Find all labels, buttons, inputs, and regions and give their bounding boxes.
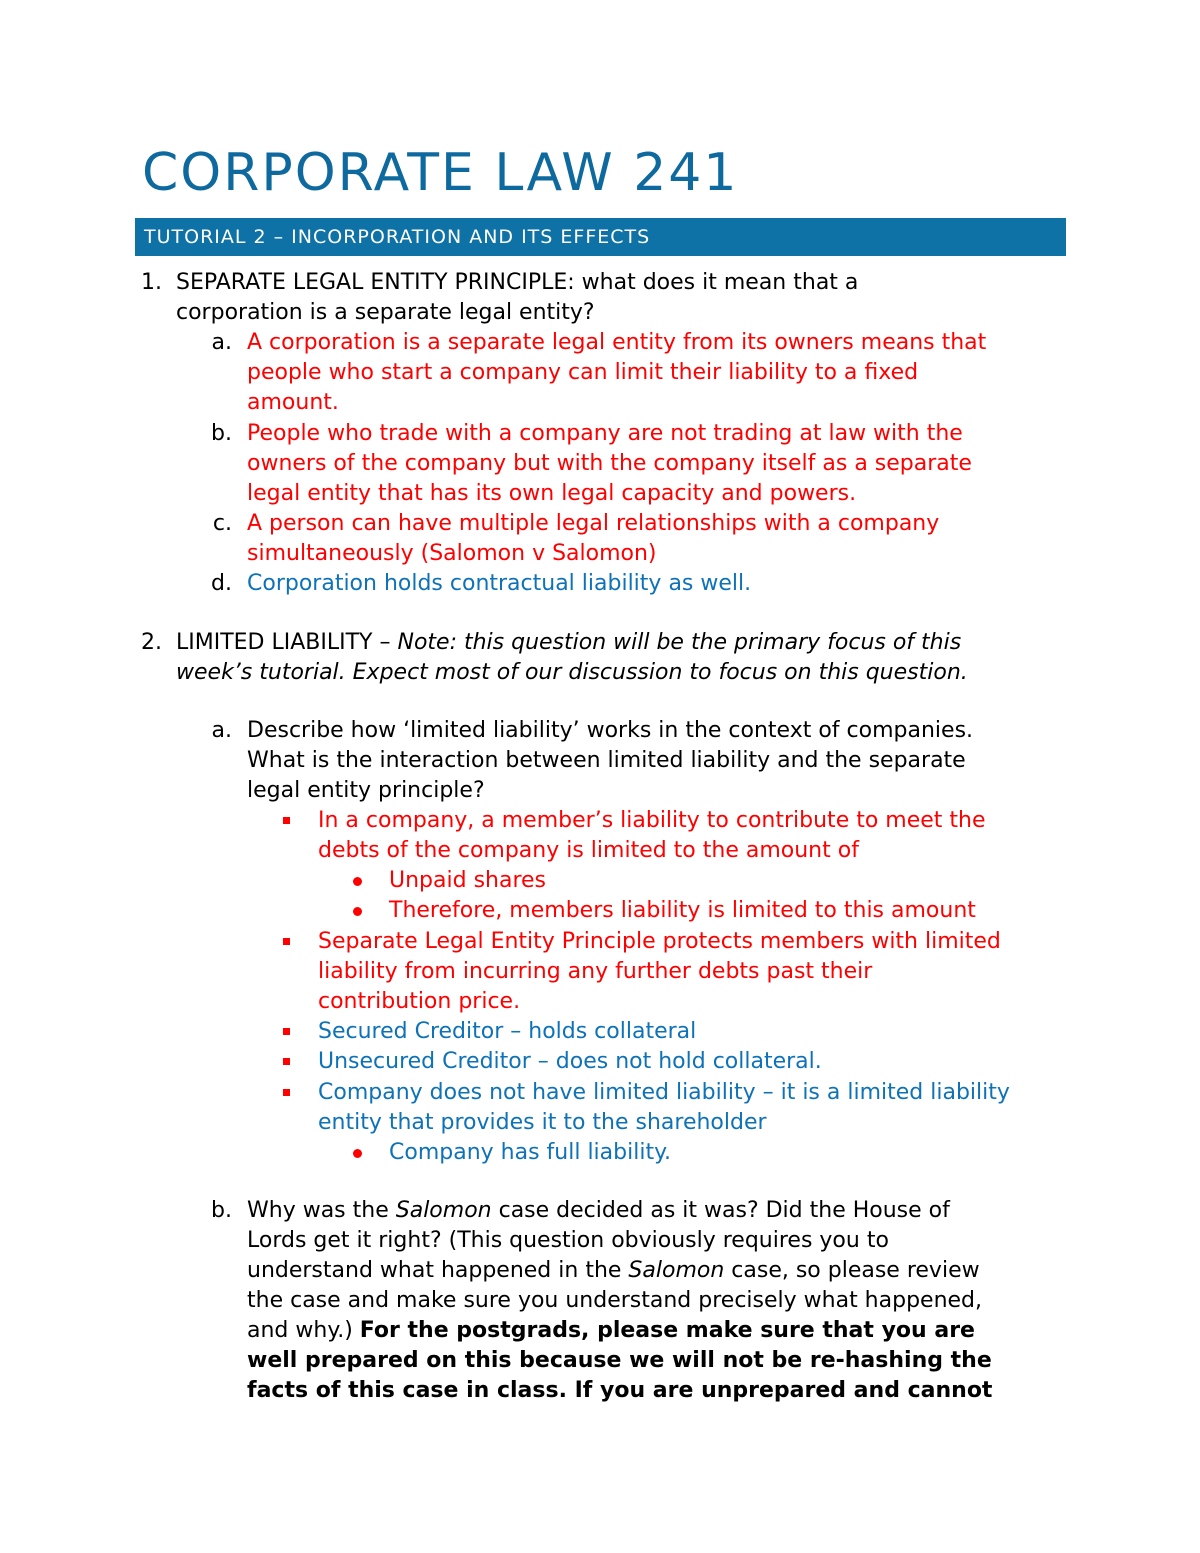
q2b-text-line bbox=[247, 1346, 992, 1376]
q2b-text-part: understand what happened in the bbox=[247, 1258, 629, 1283]
q2a-bullet-2-line: Separate Legal Entity Principle protects members with limited bbox=[318, 929, 1001, 954]
q2a-bullet-3-line: Secured Creditor – holds collateral bbox=[318, 1019, 697, 1044]
case-name: Salomon bbox=[395, 1198, 492, 1223]
q2-note: Note: this question will be the primary focus of this bbox=[397, 630, 962, 655]
q2b-text-part: and why.) bbox=[247, 1318, 360, 1343]
q2a-bullet-1-line: debts of the company is limited to the amount of bbox=[318, 838, 859, 863]
round-bullet-icon bbox=[353, 1149, 362, 1158]
q2-heading-line bbox=[176, 628, 961, 658]
q1-answer-c-line: A person can have multiple legal relationships with a company bbox=[247, 511, 940, 536]
q1-answer-c-line: simultaneously (Salomon v Salomon) bbox=[247, 541, 657, 566]
q2b-text-line: the case and make sure you understand precisely what happened, bbox=[247, 1288, 983, 1313]
q2b-text-line bbox=[247, 1316, 975, 1346]
q2a-bullet-2-line: liability from incurring any further debts past their bbox=[318, 959, 873, 984]
q1-answer-b-line: owners of the company but with the company itself as a separate bbox=[247, 451, 972, 476]
q2a-sub-bullet-line: Unpaid shares bbox=[389, 868, 547, 893]
square-bullet-icon bbox=[283, 938, 290, 945]
case-name: Salomon bbox=[628, 1258, 725, 1283]
postgrad-notice: well prepared on this because we will not be re-hashing the bbox=[247, 1348, 992, 1373]
square-bullet-icon bbox=[283, 1028, 290, 1035]
q2a-sub-bullet-line: Therefore, members liability is limited to this amount bbox=[389, 898, 976, 923]
q1-answer-b-line: People who trade with a company are not trading at law with the bbox=[247, 421, 963, 446]
q1-answer-letter: a. bbox=[211, 330, 232, 355]
q2b-text-line bbox=[247, 1256, 980, 1286]
q1-answer-a-line: A corporation is a separate legal entity from its owners means that bbox=[247, 330, 987, 355]
q2b-text-part: Why was the bbox=[247, 1198, 396, 1223]
q1-answer-letter: c. bbox=[212, 511, 232, 536]
q2b-text-part: case, so please review bbox=[724, 1258, 980, 1283]
q1-answer-letter: d. bbox=[211, 571, 232, 596]
tutorial-banner bbox=[135, 218, 1066, 256]
postgrad-notice: For the postgrads, please make sure that you are bbox=[359, 1318, 975, 1343]
q2a-text-line: Describe how ‘limited liability’ works in the context of companies. bbox=[247, 718, 974, 743]
q2a-bullet-4-line: Unsecured Creditor – does not hold collateral. bbox=[318, 1049, 822, 1074]
q2a-bullet-1-line: In a company, a member’s liability to contribute to meet the bbox=[318, 808, 986, 833]
q2b-text-line: Lords get it right? (This question obviously requires you to bbox=[247, 1228, 889, 1253]
q2a-letter: a. bbox=[211, 718, 232, 743]
round-bullet-icon bbox=[353, 877, 362, 886]
q2-heading: LIMITED LIABILITY – bbox=[176, 630, 398, 655]
q2b-text-line bbox=[247, 1376, 992, 1406]
q1-answer-a-line: amount. bbox=[247, 390, 339, 415]
q2b-letter: b. bbox=[211, 1198, 232, 1223]
q2a-bullet-5-line: Company does not have limited liability – it is a limited liability bbox=[318, 1080, 1010, 1105]
q1-answer-d-line: Corporation holds contractual liability as well. bbox=[247, 571, 752, 596]
q1-number: 1. bbox=[141, 270, 162, 295]
document-title: CORPORATE LAW 241 bbox=[142, 143, 739, 203]
square-bullet-icon bbox=[283, 1058, 290, 1065]
q2a-text-line: legal entity principle? bbox=[247, 778, 485, 803]
q2a-bullet-5-line: entity that provides it to the shareholder bbox=[318, 1110, 767, 1135]
q2a-bullet-2-line: contribution price. bbox=[318, 989, 521, 1014]
q2a-sub-bullet-line: Company has full liability. bbox=[389, 1140, 671, 1165]
q2-note-continued: week’s tutorial. Expect most of our discussion to focus on this question. bbox=[176, 660, 968, 685]
q1-answer-letter: b. bbox=[211, 421, 232, 446]
q2a-text-line: What is the interaction between limited liability and the separate bbox=[247, 748, 966, 773]
q1-text-line: SEPARATE LEGAL ENTITY PRINCIPLE: what does it mean that a bbox=[176, 270, 859, 295]
q2-number: 2. bbox=[141, 630, 162, 655]
q1-text-line: corporation is a separate legal entity? bbox=[176, 300, 595, 325]
postgrad-notice: facts of this case in class. If you are unprepared and cannot bbox=[247, 1378, 993, 1403]
q1-answer-b-line: legal entity that has its own legal capacity and powers. bbox=[247, 481, 857, 506]
q1-answer-a-line: people who start a company can limit their liability to a fixed bbox=[247, 360, 919, 385]
q2-note-line bbox=[176, 658, 968, 688]
round-bullet-icon bbox=[353, 907, 362, 916]
square-bullet-icon bbox=[283, 817, 290, 824]
tutorial-banner-text: TUTORIAL 2 – INCORPORATION AND ITS EFFECTS bbox=[144, 226, 651, 248]
square-bullet-icon bbox=[283, 1089, 290, 1096]
q2b-text-part: case decided as it was? Did the House of bbox=[491, 1198, 950, 1223]
q2b-text-line bbox=[247, 1196, 950, 1226]
